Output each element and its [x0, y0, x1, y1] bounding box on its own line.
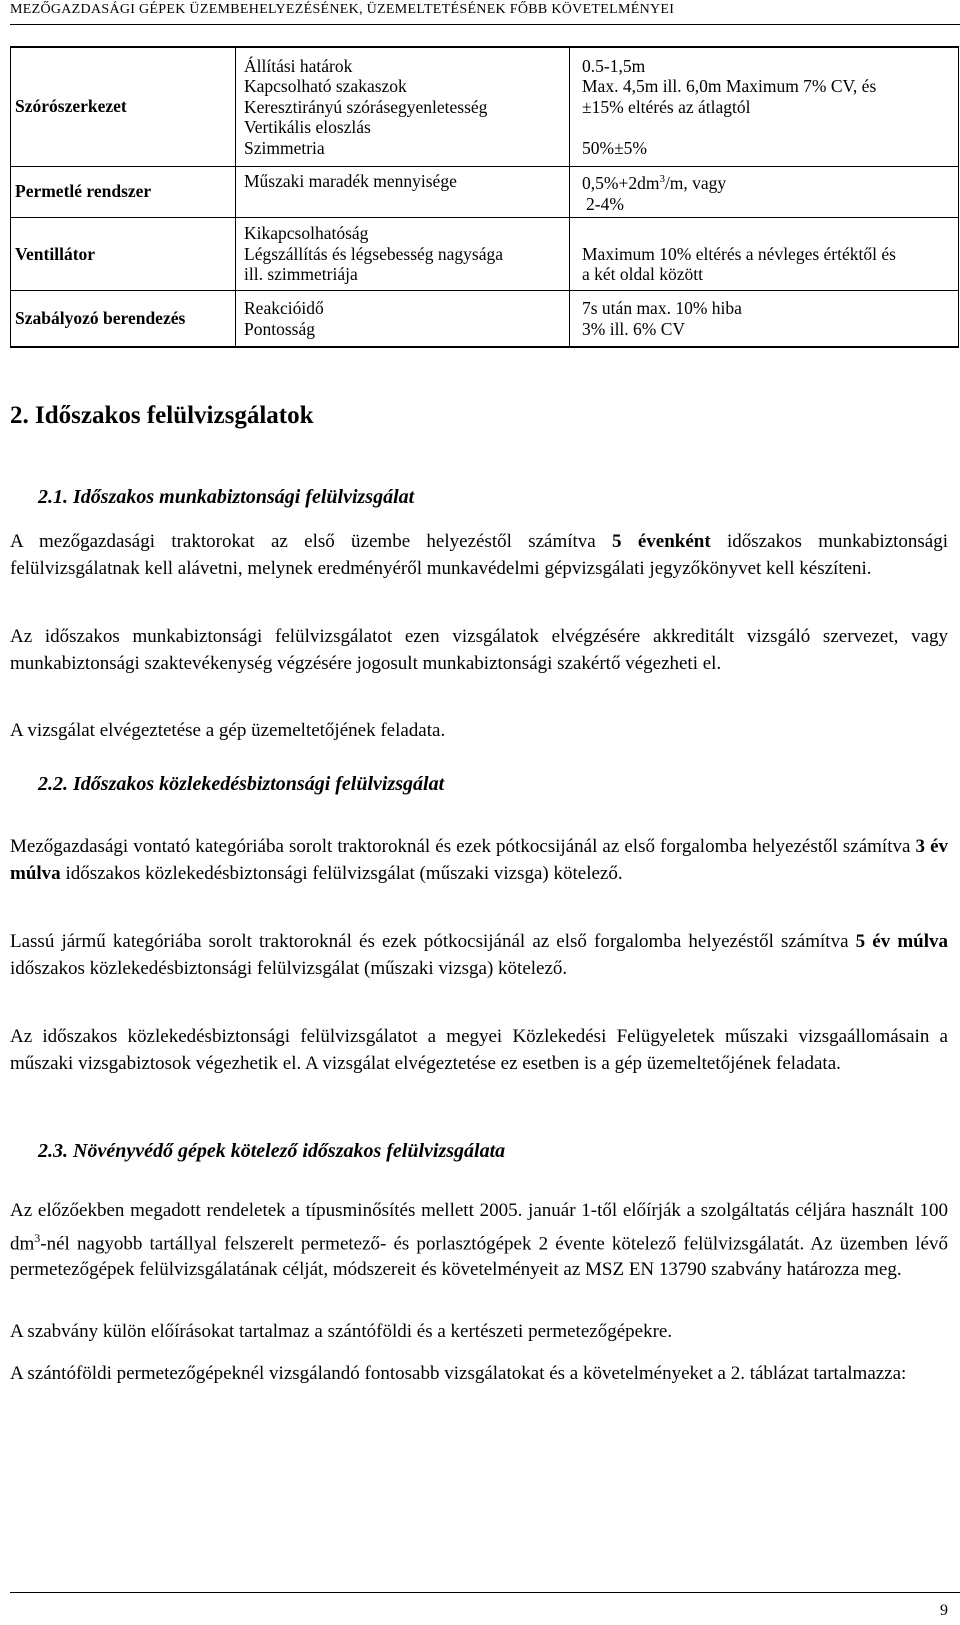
- paragraph: [10, 529, 948, 582]
- group-cell: Permetlé rendszer: [11, 166, 236, 217]
- superscript: 3: [659, 173, 665, 186]
- text-run: Lassú jármű kategóriába sorolt traktoroknál és ezek pótkocsijánál az első forgalomba helyezéstől számítva: [10, 931, 856, 952]
- value-line: a két oldal között: [582, 264, 704, 285]
- paragraph: A szabvány külön előírásokat tartalmaz a szántóföldi és a kertészeti permetezőgépekre.: [10, 1321, 673, 1342]
- subsection-heading: 2.2. Időszakos közlekedésbiztonsági felülvizsgálat: [38, 773, 445, 795]
- paragraph: [10, 929, 948, 982]
- value-cell: [570, 217, 959, 290]
- param-line: Pontosság: [244, 318, 315, 339]
- superscript: 3: [34, 1230, 41, 1245]
- param-line: Kikapcsolhatóság: [244, 223, 369, 244]
- table-row: [11, 47, 959, 166]
- bold-run: 5 évenként: [612, 531, 711, 552]
- text-run: időszakos közlekedésbiztonsági felülvizsgálat (műszaki vizsga) kötelező.: [10, 957, 568, 979]
- param-line: Állítási határok: [244, 55, 353, 76]
- subsection-heading: 2.1. Időszakos munkabiztonsági felülvizsgálat: [38, 486, 415, 508]
- section-heading: 2. Időszakos felülvizsgálatok: [10, 402, 314, 429]
- text-run: Mezőgazdasági vontató kategóriába sorolt traktoroknál és ezek pótkocsijánál az első forgalomba helyezéstől számítva: [10, 836, 916, 857]
- table-row: [11, 166, 959, 217]
- param-line: Reakcióidő: [244, 298, 324, 319]
- param-line: Műszaki maradék mennyisége: [244, 170, 457, 191]
- requirements-table: [10, 46, 959, 348]
- value-suffix: /m, vagy: [664, 173, 727, 194]
- param-line: Légszállítás és légsebesség nagysága: [244, 243, 504, 264]
- group-cell: Szabályozó berendezés: [11, 291, 236, 347]
- value-line: 2-4%: [586, 193, 624, 214]
- bold-run: 5 év múlva: [855, 931, 948, 952]
- param-line: ill. szimmetriája: [244, 264, 358, 285]
- group-cell: Szórószerkezet: [11, 47, 236, 166]
- param-line: Keresztirányú szórásegyenletesség: [244, 96, 488, 117]
- param-line: Szimmetria: [244, 137, 325, 158]
- text-run: időszakos munkabiztonsági felülvizsgálatnak kell alávetni, melynek eredményéről munkavédelmi gépvizsgálati jegyzőkönyvet kell készíteni.: [10, 531, 949, 579]
- value-line: 0.5-1,5m: [582, 55, 646, 76]
- param-cell: [236, 47, 570, 166]
- paragraph: A szántóföldi permetezőgépeknél vizsgálandó fontosabb vizsgálatokat és a követelményeket a 2. táblázat tartalmazza:: [10, 1363, 907, 1384]
- paragraph: [10, 1198, 948, 1284]
- value-line-empty: [582, 117, 958, 138]
- text-run: -nél nagyobb tartállyal felszerelt permetező- és porlasztógépek 2 évente kötelező felülvizsgálatát. Az üzemben lévő permetezőgépek felülvizsgálatának célját, módszereit és követelményeit az MSZ EN 13790 szabvány határozza meg.: [10, 1232, 948, 1281]
- table-row: [11, 217, 959, 290]
- paragraph: Az időszakos közlekedésbiztonsági felülvizsgálatot a megyei Közlekedési Felügyeletek műszaki vizsgaállomásain a műszaki vizsgabiztosok végezhetik el. A vizsgálat elvégeztetése ez esetben is a gép üzemeltetőjének feladata.: [10, 1026, 948, 1074]
- value-cell: [570, 166, 959, 217]
- value-cell: [570, 291, 959, 347]
- value-line: ±15% eltérés az átlagtól: [582, 96, 751, 117]
- param-line: Kapcsolható szakaszok: [244, 76, 407, 97]
- page-number: 9: [940, 1602, 948, 1619]
- value-line: Maximum 10% eltérés a névleges értéktől és: [582, 243, 896, 264]
- param-line: Vertikális eloszlás: [244, 117, 371, 138]
- bold-run: 3 év múlva: [10, 836, 949, 884]
- footer-rule: [10, 1592, 960, 1593]
- value-line: 3% ill. 6% CV: [582, 318, 686, 339]
- group-cell: Ventillátor: [11, 217, 236, 290]
- running-header: MEZŐGAZDASÁGI GÉPEK ÜZEMBEHELYEZÉSÉNEK, ÜZEMELTETÉSÉNEK FŐBB KÖVETELMÉNYEI: [10, 2, 960, 25]
- text-run: időszakos közlekedésbiztonsági felülvizsgálat (műszaki vizsga) kötelező.: [60, 862, 623, 884]
- value-line-empty: [582, 223, 958, 244]
- paragraph: A vizsgálat elvégeztetése a gép üzemeltetőjének feladata.: [10, 720, 446, 741]
- param-cell: [236, 166, 570, 217]
- value-line: 50%±5%: [582, 137, 648, 158]
- value-line: [582, 169, 958, 193]
- value-line: 7s után max. 10% hiba: [582, 298, 742, 319]
- value-cell: [570, 47, 959, 166]
- table-row: [11, 291, 959, 347]
- paragraph: [10, 834, 948, 887]
- paragraph: Az időszakos munkabiztonsági felülvizsgálatot ezen vizsgálatok elvégzésére akkreditált vizsgáló szervezet, vagy munkabiztonsági szaktevékenység végzésére jogosult munkabiztonsági szakértő végezheti el.: [10, 626, 948, 674]
- text-run: Az előzőekben megadott rendeletek a típusminősítés mellett 2005. január 1-től előírják a szolgáltatás céljára használt 100 dm: [10, 1200, 948, 1254]
- param-cell: [236, 217, 570, 290]
- value-prefix: 0,5%+2dm: [582, 173, 660, 194]
- subsection-heading: 2.3. Növényvédő gépek kötelező időszakos felülvizsgálata: [38, 1140, 506, 1162]
- value-line: Max. 4,5m ill. 6,0m Maximum 7% CV, és: [582, 76, 877, 97]
- text-run: A mezőgazdasági traktorokat az első üzembe helyezéstől számítva: [10, 531, 613, 552]
- param-cell: [236, 291, 570, 347]
